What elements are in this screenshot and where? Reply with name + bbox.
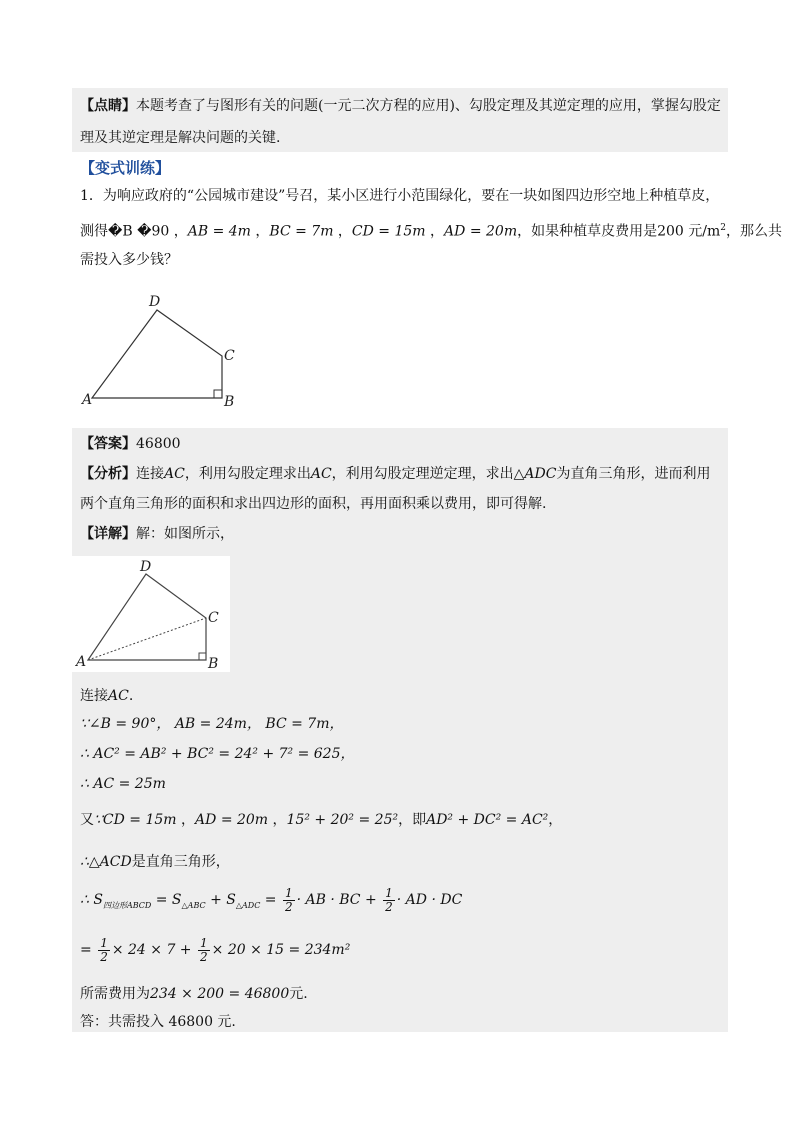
label-a-2: A [76, 654, 87, 670]
answer-line [80, 434, 181, 454]
s6-t1: · AB · BC + [296, 892, 377, 908]
connect-prefix: 连接 [80, 688, 108, 704]
solution-step-7 [80, 936, 350, 964]
s4-ad: AD = 20m [195, 812, 269, 828]
cost-prefix: 所需费用为 [80, 986, 150, 1002]
label-a: A [82, 392, 93, 408]
label-d-2: D [140, 559, 152, 575]
cost-suffix: 元. [289, 986, 308, 1002]
problem-line-3 [80, 250, 178, 270]
problem-text-3: 需投入多少钱？ [80, 252, 178, 268]
ad-value: AD = 20m [444, 223, 518, 240]
frac-den-3: 2 [100, 949, 108, 964]
detail-tag: 【详解】 [80, 526, 136, 542]
label-c-2: C [208, 610, 219, 626]
frac-den-2: 2 [385, 899, 393, 914]
analysis-adc: △ADC [513, 466, 557, 482]
s7-t1: × 24 × 7 + [111, 942, 192, 958]
s6-mid: = S [155, 892, 182, 908]
analysis-line-1 [80, 464, 710, 484]
comment-line-2 [80, 128, 280, 148]
s4-ji: ，即 [398, 812, 427, 828]
solution-connect [80, 686, 133, 706]
analysis-ac-1: AC [164, 466, 185, 482]
analysis-t4: 为直角三角形，进而利用 [556, 466, 711, 482]
frac-num: 1 [284, 885, 293, 900]
comment-tag: 【点睛】 [80, 98, 136, 114]
connect-ac: AC [108, 688, 129, 704]
s7-t2: × 20 × 15 = 234m² [211, 942, 351, 958]
angle-b-text: 测得�B �90 [80, 223, 170, 240]
answer-tag: 【答案】 [80, 436, 136, 452]
analysis-line-2 [80, 494, 546, 514]
solution-cost-line [80, 984, 308, 1004]
analysis-t1: 连接 [136, 466, 164, 482]
label-d: D [149, 294, 161, 310]
analysis-t2: ，利用勾股定理求出 [184, 466, 311, 482]
solution-final-answer: 答：共需投入 46800 元. [80, 1014, 236, 1030]
s4-eq: 15² + 20² = 25² [286, 812, 399, 828]
quadrilateral-figure-with-diagonal [72, 556, 230, 672]
ab-value: AB = 4m [187, 223, 251, 240]
frac-den-4: 2 [200, 949, 208, 964]
quadrilateral-figure [80, 290, 250, 410]
s6-sub2: △ABC [181, 900, 206, 910]
answer-value: 46800 [136, 436, 181, 452]
comment-text-1: 本题考查了与图形有关的问题(一元二次方程的应用)、勾股定理及其逆定理的应用，掌握勾股定 [136, 98, 721, 114]
frac-num-2: 1 [385, 885, 393, 900]
s6-sub: 四边形ABCD [102, 900, 152, 910]
cost-expr: 234 × 200 = 46800 [150, 986, 290, 1002]
fraction-half-2 [383, 887, 395, 914]
fraction-half [283, 887, 295, 914]
s5-prefix: ∴△ACD [80, 854, 132, 870]
cost-value: 200 元/m [657, 223, 721, 240]
problem-mid: ，如果种植草皮费用是 [517, 223, 658, 240]
analysis-text-2: 两个直角三角形的面积和求出四边形的面积，再用面积乘以费用，即可得解. [80, 496, 547, 512]
solution-step-1: ∵∠B = 90°， AB = 24m， BC = 7m， [80, 716, 344, 732]
fraction-half-3 [98, 937, 110, 964]
s4-prefix: 又 [80, 812, 94, 828]
label-b-2: B [208, 656, 219, 672]
frac-den: 2 [284, 899, 293, 914]
solution-step-2: ∴ AC² = AB² + BC² = 24² + 7² = 625， [80, 746, 355, 762]
problem-suffix: ，那么共 [726, 223, 783, 240]
analysis-t3: ，利用勾股定理逆定理，求出 [331, 466, 514, 482]
s6-sub3: △ADC [235, 900, 261, 910]
bc-value: BC = 7m [269, 223, 334, 240]
s5-suffix: 是直角三角形， [131, 854, 230, 870]
comment-line-1 [80, 96, 721, 116]
solution-step-4: 又∵CD = 15m ，AD = 20m ，15² + 20² = 25²，即AD² + DC² = AC²， [80, 812, 563, 828]
connect-suffix: . [128, 688, 134, 704]
problem-line-1 [80, 186, 719, 206]
label-c: C [224, 348, 235, 364]
s6-t2: · AD · DC [396, 892, 463, 908]
s7-eq: = [80, 942, 92, 958]
problem-line-2: 测得�B �90 ，AB = 4m ，BC = 7m ，CD = 15m ，AD = 20m，如果种植草皮费用是200 元$/m^2$，那么共 [80, 223, 783, 240]
analysis-ac-2: AC [310, 466, 332, 482]
frac-num-4: 1 [200, 935, 208, 950]
solution-step-6 [80, 886, 462, 920]
s6-lhs: ∴ S [80, 892, 103, 908]
frac-num-3: 1 [100, 935, 108, 950]
analysis-tag: 【分析】 [80, 466, 136, 482]
section-title: 【变式训练】 [80, 159, 171, 177]
detail-line [80, 524, 234, 544]
label-b: B [224, 394, 235, 410]
cd-value: CD = 15m [351, 223, 426, 240]
s6-eq: = [264, 892, 277, 908]
solution-step-3: ∴ AC = 25m [80, 776, 166, 792]
problem-text-1: 1．为响应政府的“公园城市建设”号召，某小区进行小范围绿化，要在一块如图四边形空地上种植草皮， [80, 188, 720, 204]
fraction-half-4 [198, 937, 210, 964]
comment-text-2: 理及其逆定理是解决问题的关键. [80, 130, 281, 146]
s4-result: AD² + DC² = AC² [426, 812, 549, 828]
detail-text: 解：如图所示， [136, 526, 234, 542]
s4-cd: ∵CD = 15m [94, 812, 177, 828]
s6-plus: + S [210, 892, 236, 908]
solution-step-5 [80, 852, 230, 872]
